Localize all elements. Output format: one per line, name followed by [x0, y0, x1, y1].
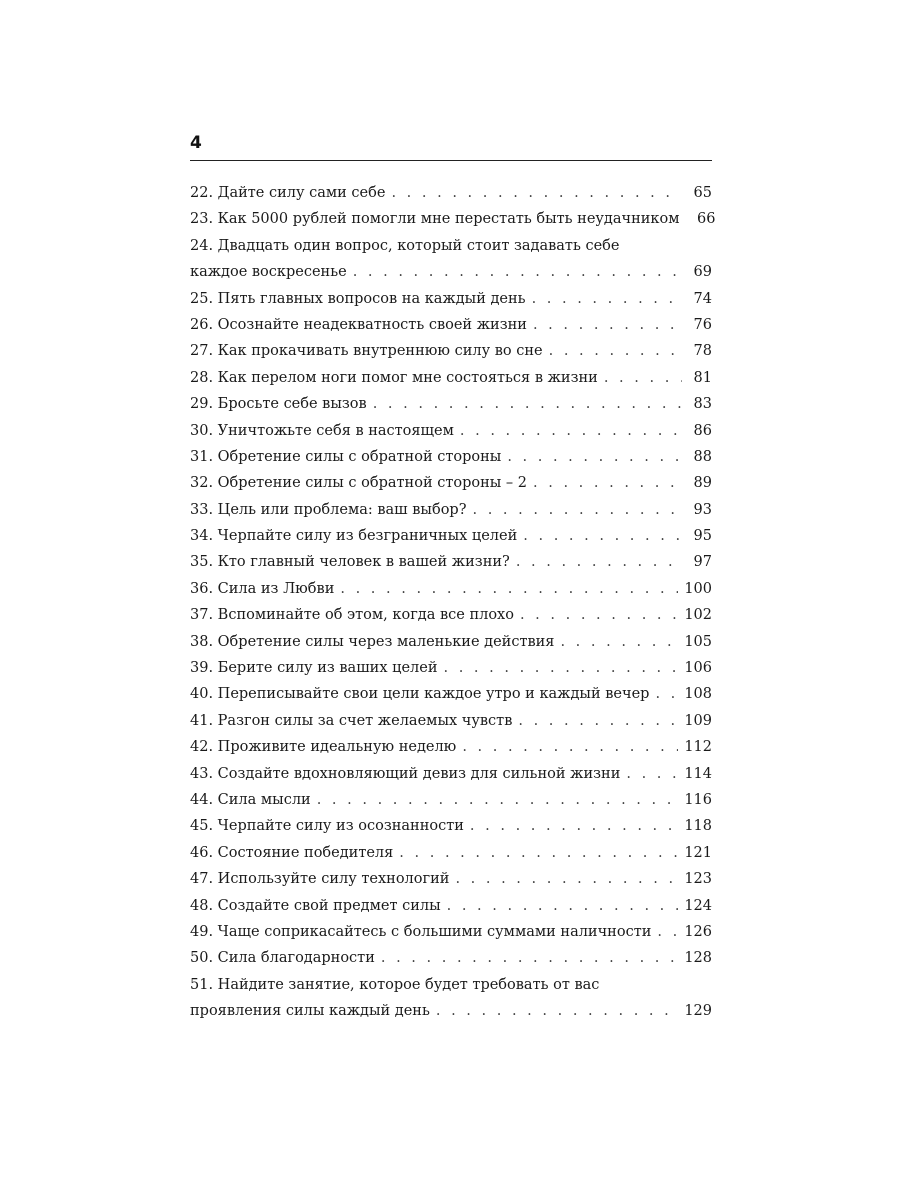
toc-entry-page: 81	[693, 369, 712, 386]
toc-entry	[190, 206, 716, 232]
toc-entry-page: 93	[693, 501, 712, 518]
toc-entry	[190, 497, 712, 523]
toc-entry-title: 35. Кто главный человек в вашей жизни?	[190, 554, 510, 571]
toc-entry-title: 48. Создайте свой предмет силы	[190, 897, 441, 914]
toc-entry	[190, 576, 712, 602]
leader-dots	[470, 813, 678, 839]
leader-dots	[533, 470, 682, 496]
table-of-contents	[190, 180, 716, 1025]
toc-entry-title: 33. Цель или проблема: ваш выбор?	[190, 501, 467, 518]
toc-entry	[190, 655, 712, 681]
toc-entry-title: 43. Создайте вдохновляющий девиз для сильной жизни	[190, 765, 621, 782]
toc-entry	[190, 840, 712, 866]
toc-entry-title: 38. Обретение силы через маленькие действия	[190, 633, 555, 650]
leader-dots	[523, 523, 682, 549]
toc-entry-page: 66	[697, 211, 716, 228]
toc-entry	[190, 734, 712, 760]
leader-dots	[373, 391, 682, 417]
leader-dots	[549, 338, 682, 364]
toc-entry	[190, 787, 712, 813]
toc-entry-title: 26. Осознайте неадекватность своей жизни	[190, 316, 527, 333]
leader-dots	[399, 840, 678, 866]
toc-entry	[190, 470, 712, 496]
toc-entry	[190, 523, 712, 549]
toc-entry-page: 83	[693, 396, 712, 413]
toc-entry	[190, 549, 712, 575]
toc-entry-page: 89	[693, 475, 712, 492]
toc-entry-title: 31. Обретение силы с обратной стороны	[190, 448, 502, 465]
leader-dots	[533, 312, 682, 338]
toc-entry-page: 100	[684, 580, 712, 597]
leader-dots	[655, 681, 678, 707]
toc-entry-page: 86	[693, 422, 712, 439]
toc-entry-page: 109	[684, 712, 712, 729]
leader-dots	[507, 444, 682, 470]
toc-entry-page: 106	[684, 660, 712, 677]
leader-dots	[340, 576, 678, 602]
toc-entry	[190, 286, 712, 312]
toc-entry	[190, 391, 712, 417]
toc-entry	[190, 945, 712, 971]
toc-entry-title: 30. Уничтожьте себя в настоящем	[190, 422, 454, 439]
toc-entry	[190, 761, 712, 787]
toc-entry-page: 121	[684, 844, 712, 861]
toc-entry-title: 41. Разгон силы за счет желаемых чувств	[190, 712, 513, 729]
toc-entry-title-continued: каждое воскресенье	[190, 264, 347, 281]
leader-dots	[317, 787, 679, 813]
toc-entry-title: 27. Как прокачивать внутреннюю силу во сне	[190, 343, 543, 360]
toc-entry-page: 78	[693, 343, 712, 360]
toc-entry-page: 128	[684, 950, 712, 967]
leader-dots	[391, 180, 682, 206]
toc-entry-title: 34. Черпайте силу из безграничных целей	[190, 528, 518, 545]
header-rule	[190, 160, 712, 161]
toc-entry-page: 102	[684, 607, 712, 624]
toc-entry-page: 116	[684, 791, 712, 808]
toc-entry-title: 37. Вспоминайте об этом, когда все плохо	[190, 607, 514, 624]
toc-entry	[190, 972, 712, 1025]
leader-dots	[436, 998, 678, 1024]
toc-entry	[190, 312, 712, 338]
toc-entry-title: 47. Используйте силу технологий	[190, 871, 450, 888]
toc-entry-title: 42. Проживите идеальную неделю	[190, 739, 457, 756]
toc-entry	[190, 629, 712, 655]
toc-entry-title: 49. Чаще соприкасайтесь с большими суммами наличности	[190, 923, 652, 940]
toc-entry	[190, 893, 712, 919]
leader-dots	[520, 602, 678, 628]
toc-entry	[190, 365, 712, 391]
page-number: 4	[190, 133, 202, 153]
toc-entry	[190, 602, 712, 628]
toc-entry	[190, 866, 712, 892]
leader-dots	[604, 365, 682, 391]
toc-entry-title: 23. Как 5000 рублей помогли мне перестать быть неудачником	[190, 211, 680, 228]
toc-entry-title: 40. Переписывайте свои цели каждое утро и каждый вечер	[190, 686, 650, 703]
leader-dots	[626, 761, 678, 787]
toc-entry-page: 114	[684, 765, 712, 782]
toc-entry-title: 51. Найдите занятие, которое будет требовать от вас	[190, 976, 600, 993]
toc-entry-page: 74	[693, 290, 712, 307]
toc-entry	[190, 681, 712, 707]
toc-entry	[190, 338, 712, 364]
toc-entry	[190, 813, 712, 839]
toc-entry-title: 45. Черпайте силу из осознанности	[190, 818, 464, 835]
toc-entry-title: 28. Как перелом ноги помог мне состояться в жизни	[190, 369, 598, 386]
toc-entry-title: 46. Состояние победителя	[190, 844, 394, 861]
toc-entry-page: 129	[684, 1003, 712, 1020]
leader-dots	[516, 549, 682, 575]
leader-dots	[518, 708, 678, 734]
leader-dots	[447, 893, 679, 919]
toc-entry-page: 76	[693, 316, 712, 333]
toc-entry	[190, 233, 712, 286]
toc-entry-title: 50. Сила благодарности	[190, 950, 375, 967]
toc-entry-title: 39. Берите силу из ваших целей	[190, 660, 438, 677]
leader-dots	[473, 497, 683, 523]
toc-entry-page: 123	[684, 871, 712, 888]
toc-entry	[190, 708, 712, 734]
toc-entry-page: 69	[693, 264, 712, 281]
leader-dots	[353, 259, 682, 285]
toc-entry-page: 105	[684, 633, 712, 650]
toc-entry-title: 44. Сила мысли	[190, 791, 311, 808]
leader-dots	[462, 734, 678, 760]
toc-entry-page: 124	[684, 897, 712, 914]
toc-entry-title: 32. Обретение силы с обратной стороны – 2	[190, 475, 528, 492]
toc-entry-page: 126	[684, 923, 712, 940]
toc-entry-page: 95	[693, 528, 712, 545]
toc-entry-page: 118	[684, 818, 712, 835]
toc-entry-page: 88	[693, 448, 712, 465]
toc-entry-title: 22. Дайте силу сами себе	[190, 184, 386, 201]
toc-entry-page: 97	[693, 554, 712, 571]
leader-dots	[455, 866, 678, 892]
toc-entry-page: 108	[684, 686, 712, 703]
toc-entry-title: 25. Пять главных вопросов на каждый день	[190, 290, 526, 307]
leader-dots	[381, 945, 678, 971]
toc-entry-title: 29. Бросьте себе вызов	[190, 396, 367, 413]
toc-entry-title-continued: проявления силы каждый день	[190, 1003, 430, 1020]
toc-entry-title: 36. Сила из Любви	[190, 580, 335, 597]
leader-dots	[443, 655, 678, 681]
leader-dots	[460, 418, 682, 444]
toc-entry	[190, 919, 712, 945]
leader-dots	[532, 286, 682, 312]
toc-entry-page: 112	[684, 739, 712, 756]
leader-dots	[560, 629, 678, 655]
toc-entry	[190, 444, 712, 470]
toc-entry-title: 24. Двадцать один вопрос, который стоит задавать себе	[190, 237, 620, 254]
toc-entry	[190, 180, 712, 206]
toc-entry	[190, 418, 712, 444]
toc-entry-page: 65	[693, 184, 712, 201]
leader-dots	[657, 919, 678, 945]
